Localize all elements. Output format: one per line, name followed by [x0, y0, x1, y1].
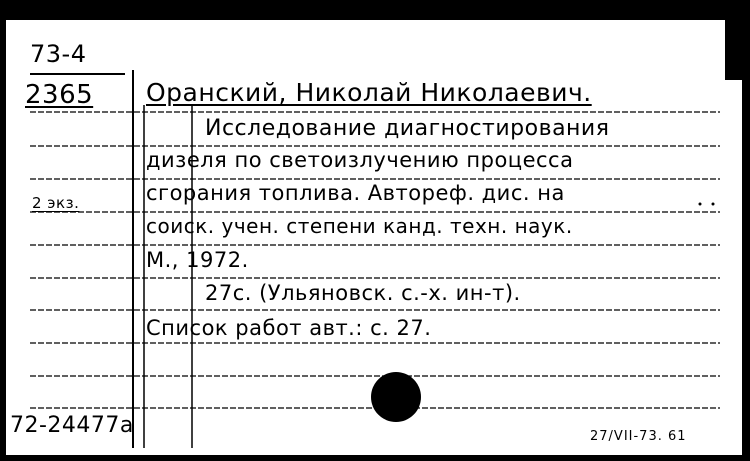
title-line-3: сгорания топлива. Автореф. дис. на: [146, 181, 565, 205]
punch-hole: [371, 372, 421, 422]
shelf-mark: 73-4: [30, 40, 87, 68]
date-stamp: 27/VII-73. 61: [590, 429, 687, 444]
imprint: М., 1972.: [146, 248, 249, 272]
card-number: 2365: [25, 80, 94, 110]
bibliography-note: Список работ авт.: с. 27.: [146, 316, 432, 340]
title-line-4: соиск. учен. степени канд. техн. наук.: [146, 214, 573, 238]
copies-note: 2 экз.: [32, 194, 80, 212]
author-heading: Оранский, Николай Николаевич.: [146, 78, 592, 107]
pages-publisher: 27с. (Ульяновск. с.-х. ин-т).: [205, 281, 521, 305]
title-line-1: Исследование диагностирования: [205, 116, 610, 141]
title-line-2: дизеля по светоизлучению процесса: [146, 148, 574, 172]
accession-number: 72-24477а: [10, 413, 134, 438]
